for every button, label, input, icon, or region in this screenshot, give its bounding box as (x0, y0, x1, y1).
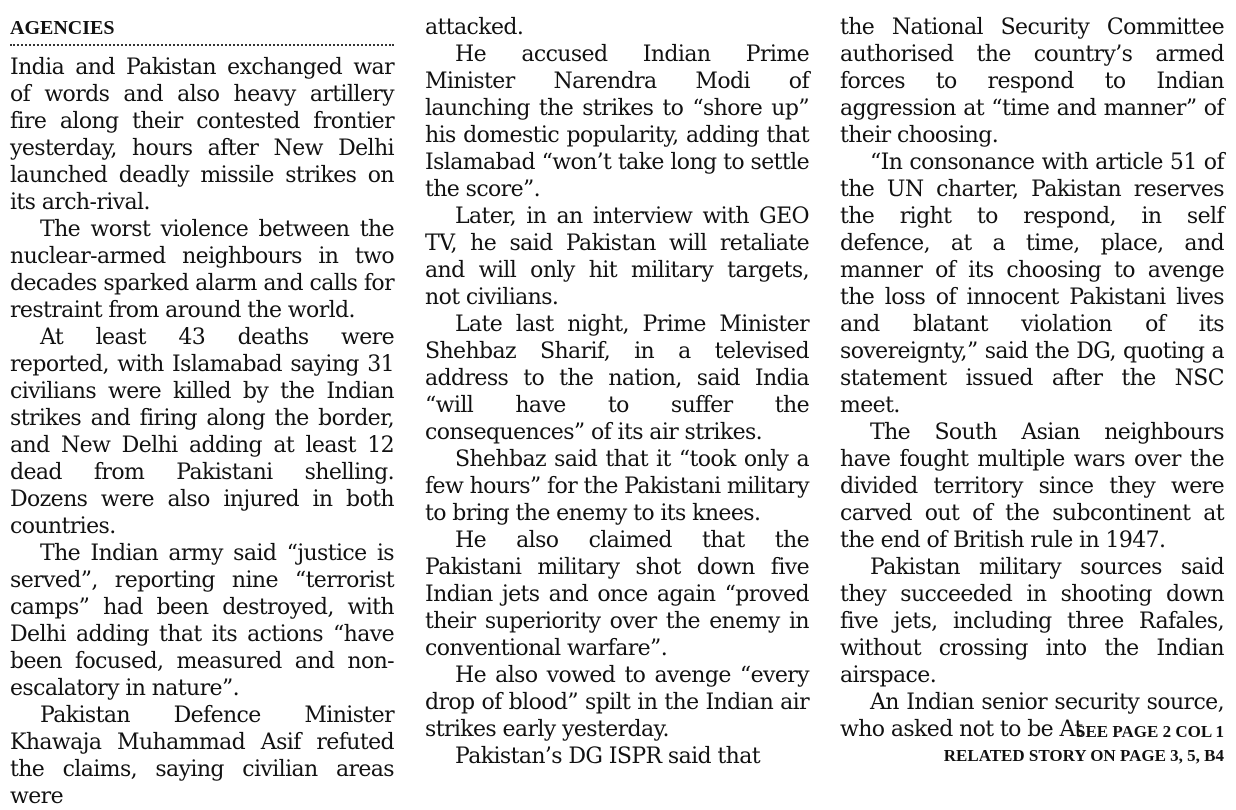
article-paragraph: Shehbaz said that it “took only a few hours” for the Pakistani military to bring the enemy to its knees. (425, 447, 809, 526)
article-paragraph: The Indian army said “justice is served”, reporting nine “terrorist camps” had been destroyed, with Delhi adding that its actions “have been focused, measured and non-escalatory in nature”. (10, 541, 394, 701)
article-column-2 (425, 14, 809, 770)
related-story-reference: RELATED STORY ON PAGE 3, 5, B4 (943, 746, 1224, 765)
article-paragraph: attacked. (425, 15, 524, 40)
article-paragraph: Pakistan Defence Minister Khawaja Muhammad Asif refuted the claims, saying civilian areas were (10, 703, 394, 809)
dotted-divider (10, 44, 394, 46)
article-paragraph: He accused Indian Prime Minister Narendra Modi of launching the strikes to “shore up” his domestic popularity, adding that Islamabad “won’t take long to settle the score”. (425, 42, 809, 202)
article-paragraph: The worst violence between the nuclear-armed neighbours in two decades sparked alarm and calls for restraint from around the world. (10, 217, 394, 323)
page-references (944, 720, 1224, 768)
continued-on-reference: SEE PAGE 2 COL 1 (1076, 722, 1224, 741)
article-paragraph: “In consonance with article 51 of the UN charter, Pakistan reserves the right to respond, in self defence, at a time, place, and manner of its choosing to avenge the loss of innocent Pakistani lives and blatant violation of its sovereignty,” said the DG, quoting a statement issued after the NSC meet. (840, 150, 1224, 418)
dateline: AGENCIES (10, 17, 115, 39)
article-paragraph: Pakistan’s DG ISPR said that (455, 744, 761, 769)
article-column-3 (840, 14, 1224, 743)
article-paragraph: Late last night, Prime Minister Shehbaz Sharif, in a televised address to the nation, said India “will have to suffer the consequences” of its air strikes. (425, 312, 809, 445)
article-paragraph: India and Pakistan exchanged war of words and also heavy artillery fire along their contested frontier yesterday, hours after New Delhi launched deadly missile strikes on its arch-rival. (10, 55, 394, 215)
article-paragraph: An Indian senior security source, who asked not to be At (840, 690, 1224, 742)
article-paragraph: The South Asian neighbours have fought multiple wars over the divided territory since they were carved out of the subcontinent at the end of British rule in 1947. (840, 420, 1224, 553)
article-paragraph: He also vowed to avenge “every drop of blood” spilt in the Indian air strikes early yesterday. (425, 663, 809, 742)
article-paragraph: At least 43 deaths were reported, with Islamabad saying 31 civilians were killed by the Indian strikes and firing along the border, and New Delhi adding at least 12 dead from Pakistani shelling. Dozens were also injured in both countries. (10, 325, 394, 539)
article-paragraph: He also claimed that the Pakistani military shot down five Indian jets and once again “proved their superiority over the enemy in conventional warfare”. (425, 528, 809, 661)
article-column-1 (10, 14, 394, 810)
article-paragraph: Pakistan military sources said they succeeded in shooting down five jets, including three Rafales, without crossing into the Indian airspace. (840, 555, 1224, 688)
article-paragraph: Later, in an interview with GEO TV, he said Pakistan will retaliate and will only hit military targets, not civilians. (425, 204, 809, 310)
article-paragraph: the National Security Committee authorised the country’s armed forces to respond to Indian aggression at “time and manner” of their choosing. (840, 15, 1224, 148)
